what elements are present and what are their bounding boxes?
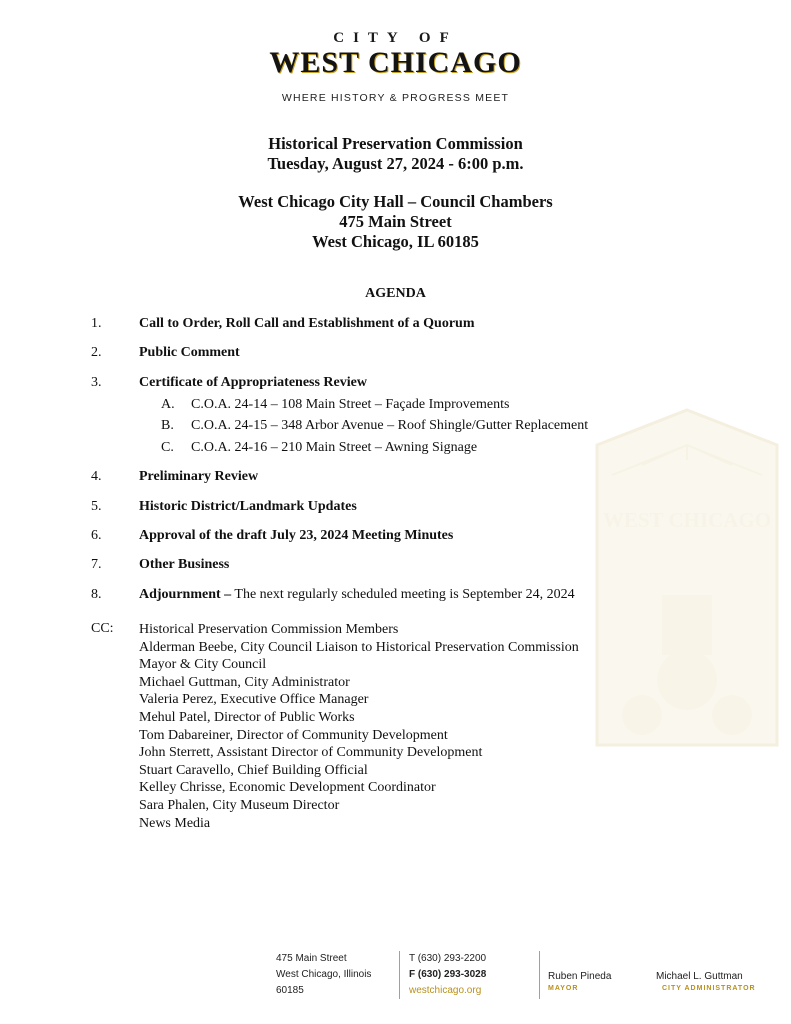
venue-city-state: West Chicago, IL 60185 xyxy=(312,232,479,251)
venue-street: 475 Main Street xyxy=(339,212,452,231)
sub-item-text: C.O.A. 24-14 – 108 Main Street – Façade Improvements xyxy=(191,397,510,412)
agenda-item-text: Historic District/Landmark Updates xyxy=(139,499,357,514)
footer-address xyxy=(276,951,371,999)
commission-title: Historical Preservation Commission xyxy=(268,134,523,153)
footer-fax: F (630) 293-3028 xyxy=(409,969,487,980)
cc-recipient-list xyxy=(139,621,579,832)
administrator-name: Michael L. Guttman xyxy=(656,971,743,982)
agenda-item-number: 8. xyxy=(91,587,102,602)
logo-city-of: CITY OF xyxy=(333,30,458,46)
footer-phone: T (630) 293-2200 xyxy=(409,953,487,964)
watermark-text: WEST CHICAGO xyxy=(602,508,772,532)
cc-recipient: Mayor & City Council xyxy=(139,657,267,673)
cc-recipient: News Media xyxy=(139,815,211,831)
sub-item-letter: A. xyxy=(161,397,175,412)
footer-administrator xyxy=(656,971,756,995)
agenda-item-number: 2. xyxy=(91,345,102,360)
cc-recipient: Alderman Beebe, City Council Liaison to Historical Preservation Commission xyxy=(139,639,579,655)
footer-divider xyxy=(539,951,540,999)
cc-recipient: Michael Guttman, City Administrator xyxy=(139,674,350,690)
adjournment-label: Adjournment – xyxy=(139,587,232,602)
agenda-item-text: Preliminary Review xyxy=(139,469,259,484)
agenda-item-text xyxy=(139,587,575,603)
mayor-title: MAYOR xyxy=(548,985,579,992)
cc-recipient: John Sterrett, Assistant Director of Community Development xyxy=(139,745,483,761)
agenda-item-number: 5. xyxy=(91,499,102,514)
footer-divider xyxy=(399,951,400,999)
cc-recipient: Tom Dabareiner, Director of Community Development xyxy=(139,727,448,743)
cc-recipient: Kelley Chrisse, Economic Development Coordinator xyxy=(139,780,436,796)
logo-city-name: WEST CHICAGO xyxy=(269,46,522,79)
footer-address-line: 60185 xyxy=(276,985,304,996)
sub-item-letter: B. xyxy=(161,418,174,433)
footer-website-link[interactable]: westchicago.org xyxy=(409,985,482,996)
agenda-item-text: Other Business xyxy=(139,557,230,572)
agenda-item-text: Approval of the draft July 23, 2024 Meeting Minutes xyxy=(139,528,454,543)
cc-recipient: Stuart Caravello, Chief Building Official xyxy=(139,762,368,778)
agenda-title: AGENDA xyxy=(365,286,426,301)
agenda-item-number: 6. xyxy=(91,528,102,543)
footer-mayor xyxy=(548,971,611,995)
administrator-title: CITY ADMINISTRATOR xyxy=(662,985,756,992)
logo-tagline: WHERE HISTORY & PROGRESS MEET xyxy=(281,92,510,104)
agenda-item-number: 1. xyxy=(91,316,102,331)
meeting-venue: West Chicago City Hall – Council Chambers xyxy=(238,192,553,211)
agenda-item-number: 7. xyxy=(91,557,102,572)
cc-recipient: Valeria Perez, Executive Office Manager xyxy=(139,692,369,708)
footer-address-line: 475 Main Street xyxy=(276,953,347,964)
cc-recipient: Mehul Patel, Director of Public Works xyxy=(139,709,355,725)
adjournment-note: The next regularly scheduled meeting is September 24, 2024 xyxy=(231,587,575,602)
agenda-item-text: Call to Order, Roll Call and Establishment of a Quorum xyxy=(139,316,475,331)
agenda-item-number: 3. xyxy=(91,375,102,390)
sub-item-text: C.O.A. 24-15 – 348 Arbor Avenue – Roof Shingle/Gutter Replacement xyxy=(191,418,589,433)
agenda-item-text: Public Comment xyxy=(139,345,240,360)
footer-address-line: West Chicago, Illinois xyxy=(276,969,372,980)
sub-item-text: C.O.A. 24-16 – 210 Main Street – Awning Signage xyxy=(191,440,478,455)
agenda-item-text: Certificate of Appropriateness Review xyxy=(139,375,367,390)
mayor-name: Ruben Pineda xyxy=(548,971,612,982)
meeting-datetime: Tuesday, August 27, 2024 - 6:00 p.m. xyxy=(267,154,524,173)
cc-recipient: Sara Phalen, City Museum Director xyxy=(139,797,340,813)
sub-item-letter: C. xyxy=(161,440,174,455)
agenda-item-number: 4. xyxy=(91,469,102,484)
footer-contact xyxy=(409,951,486,999)
cc-label: CC: xyxy=(91,621,114,636)
cc-recipient: Historical Preservation Commission Members xyxy=(139,622,399,637)
city-seal-watermark xyxy=(582,405,791,765)
